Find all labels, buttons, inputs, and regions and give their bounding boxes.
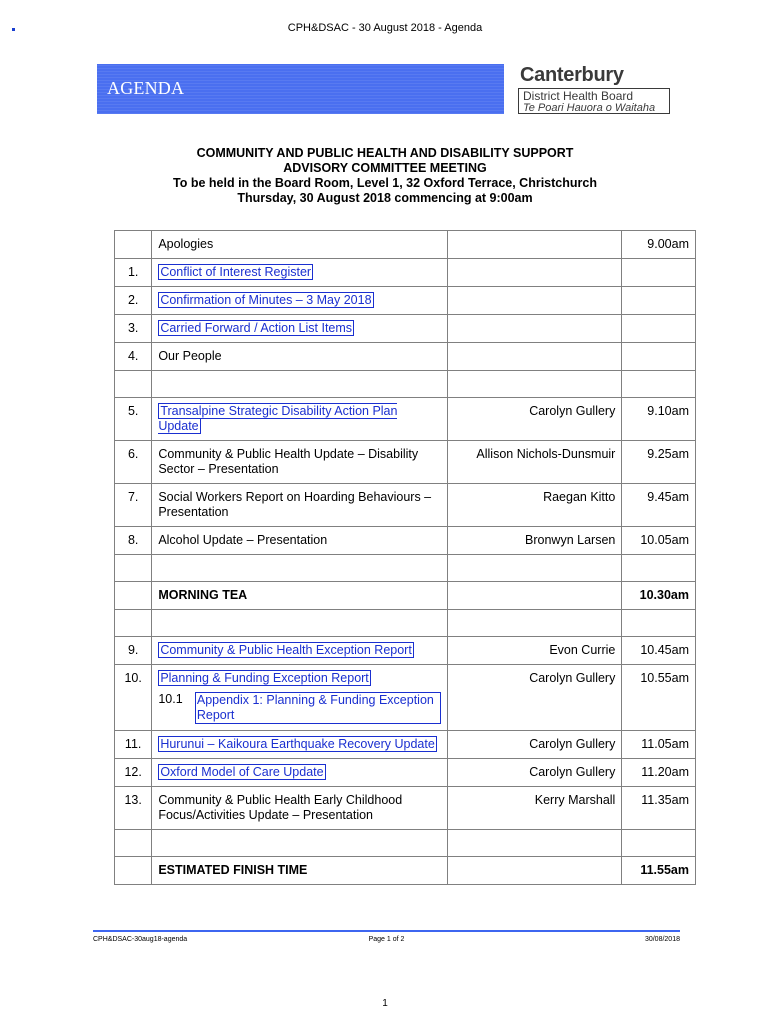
footer-date: 30/08/2018 [644, 936, 680, 943]
item-time: 9.25am [622, 441, 696, 484]
sub-item [158, 692, 441, 724]
item-title: Apologies [152, 231, 448, 259]
item-link[interactable]: Hurunui – Kaikoura Earthquake Recovery Update [160, 737, 435, 751]
item-number: 5. [115, 398, 152, 441]
agenda-row [115, 441, 696, 484]
page-footer [93, 930, 680, 943]
spacer-row [115, 610, 696, 637]
item-time: 10.45am [622, 637, 696, 665]
item-number: 7. [115, 484, 152, 527]
item-time [622, 259, 696, 287]
finish-time: 11.55am [622, 857, 696, 885]
item-title [152, 259, 448, 287]
agenda-row [115, 287, 696, 315]
item-presenter [447, 231, 622, 259]
item-number: 12. [115, 759, 152, 787]
agenda-row-finish [115, 857, 696, 885]
item-link[interactable]: Conflict of Interest Register [160, 265, 312, 279]
item-time [622, 343, 696, 371]
item-link[interactable]: Community & Public Health Exception Report [160, 643, 412, 657]
item-presenter: Kerry Marshall [447, 787, 622, 830]
item-time: 9.45am [622, 484, 696, 527]
item-time: 9.00am [622, 231, 696, 259]
item-link[interactable]: Planning & Funding Exception Report [160, 671, 369, 685]
item-presenter: Bronwyn Larsen [447, 527, 622, 555]
spacer-row [115, 371, 696, 398]
item-time [622, 315, 696, 343]
item-number: 8. [115, 527, 152, 555]
agenda-row [115, 527, 696, 555]
item-title: Alcohol Update – Presentation [152, 527, 448, 555]
page-number: 1 [382, 998, 388, 1009]
item-title [152, 637, 448, 665]
logo-box [518, 88, 670, 114]
meeting-title-line3: To be held in the Board Room, Level 1, 32 Oxford Terrace, Christchurch [173, 176, 597, 190]
meeting-title-line1: COMMUNITY AND PUBLIC HEALTH AND DISABILITY SUPPORT [196, 146, 574, 160]
item-number: 2. [115, 287, 152, 315]
agenda-row-break [115, 582, 696, 610]
agenda-row [115, 343, 696, 371]
item-title: Our People [152, 343, 448, 371]
item-time: 11.35am [622, 787, 696, 830]
corner-dot [12, 28, 15, 31]
agenda-row [115, 231, 696, 259]
logo-name: Canterbury [520, 64, 624, 86]
agenda-row [115, 759, 696, 787]
item-link[interactable]: Oxford Model of Care Update [160, 765, 324, 779]
cdhb-logo [516, 64, 676, 116]
item-time: 10.55am [622, 665, 696, 731]
item-link[interactable]: Transalpine Strategic Disability Action Plan Update [158, 404, 398, 433]
item-number: 1. [115, 259, 152, 287]
item-number: 11. [115, 731, 152, 759]
item-link[interactable]: Confirmation of Minutes – 3 May 2018 [160, 293, 372, 307]
meeting-title-line2: ADVISORY COMMITTEE MEETING [283, 161, 487, 175]
finish-title: ESTIMATED FINISH TIME [152, 857, 448, 885]
item-time: 11.05am [622, 731, 696, 759]
item-title [152, 287, 448, 315]
item-presenter: Carolyn Gullery [447, 665, 622, 731]
item-title [152, 398, 448, 441]
item-number [115, 231, 152, 259]
footer-doc-name: CPH&DSAC-30aug18-agenda [93, 936, 188, 943]
agenda-banner [97, 64, 504, 114]
item-title [152, 315, 448, 343]
item-number: 9. [115, 637, 152, 665]
item-title [152, 759, 448, 787]
break-time: 10.30am [622, 582, 696, 610]
agenda-row [115, 787, 696, 830]
item-number: 10. [115, 665, 152, 731]
item-presenter: Allison Nichols-Dunsmuir [447, 441, 622, 484]
item-time [622, 287, 696, 315]
item-time: 10.05am [622, 527, 696, 555]
agenda-row [115, 731, 696, 759]
item-presenter [447, 343, 622, 371]
item-time: 9.10am [622, 398, 696, 441]
item-title [152, 731, 448, 759]
break-title: MORNING TEA [152, 582, 448, 610]
agenda-row [115, 398, 696, 441]
item-presenter: Evon Currie [447, 637, 622, 665]
logo-maori-name: Te Poari Hauora o Waitaha [523, 102, 656, 114]
agenda-row [115, 637, 696, 665]
sub-item-link[interactable]: Appendix 1: Planning & Funding Exception Report [195, 692, 441, 724]
running-header: CPH&DSAC - 30 August 2018 - Agenda [287, 22, 483, 34]
item-presenter: Carolyn Gullery [447, 398, 622, 441]
agenda-row [115, 315, 696, 343]
agenda-table [114, 230, 696, 885]
item-presenter [447, 315, 622, 343]
agenda-row [115, 259, 696, 287]
item-title: Social Workers Report on Hoarding Behaviours – Presentation [152, 484, 448, 527]
agenda-row [115, 665, 696, 731]
item-presenter: Raegan Kitto [447, 484, 622, 527]
footer-page-count: Page 1 of 2 [368, 936, 405, 943]
item-presenter [447, 287, 622, 315]
item-presenter: Carolyn Gullery [447, 759, 622, 787]
item-number: 3. [115, 315, 152, 343]
banner-title: AGENDA [107, 78, 185, 98]
agenda-row [115, 484, 696, 527]
item-link[interactable]: Carried Forward / Action List Items [160, 321, 353, 335]
spacer-row [115, 555, 696, 582]
spacer-row [115, 830, 696, 857]
item-presenter [447, 259, 622, 287]
item-title: Community & Public Health Early Childhood Focus/Activities Update – Presentation [152, 787, 448, 830]
item-presenter: Carolyn Gullery [447, 731, 622, 759]
logo-subtitle: District Health Board [523, 89, 634, 103]
meeting-title-line4: Thursday, 30 August 2018 commencing at 9:00am [237, 191, 533, 205]
item-time: 11.20am [622, 759, 696, 787]
item-number: 4. [115, 343, 152, 371]
sub-item-number: 10.1 [158, 692, 183, 706]
item-title [152, 665, 448, 731]
item-number: 6. [115, 441, 152, 484]
meeting-title [60, 146, 710, 206]
item-number: 13. [115, 787, 152, 830]
item-title: Community & Public Health Update – Disability Sector – Presentation [152, 441, 448, 484]
